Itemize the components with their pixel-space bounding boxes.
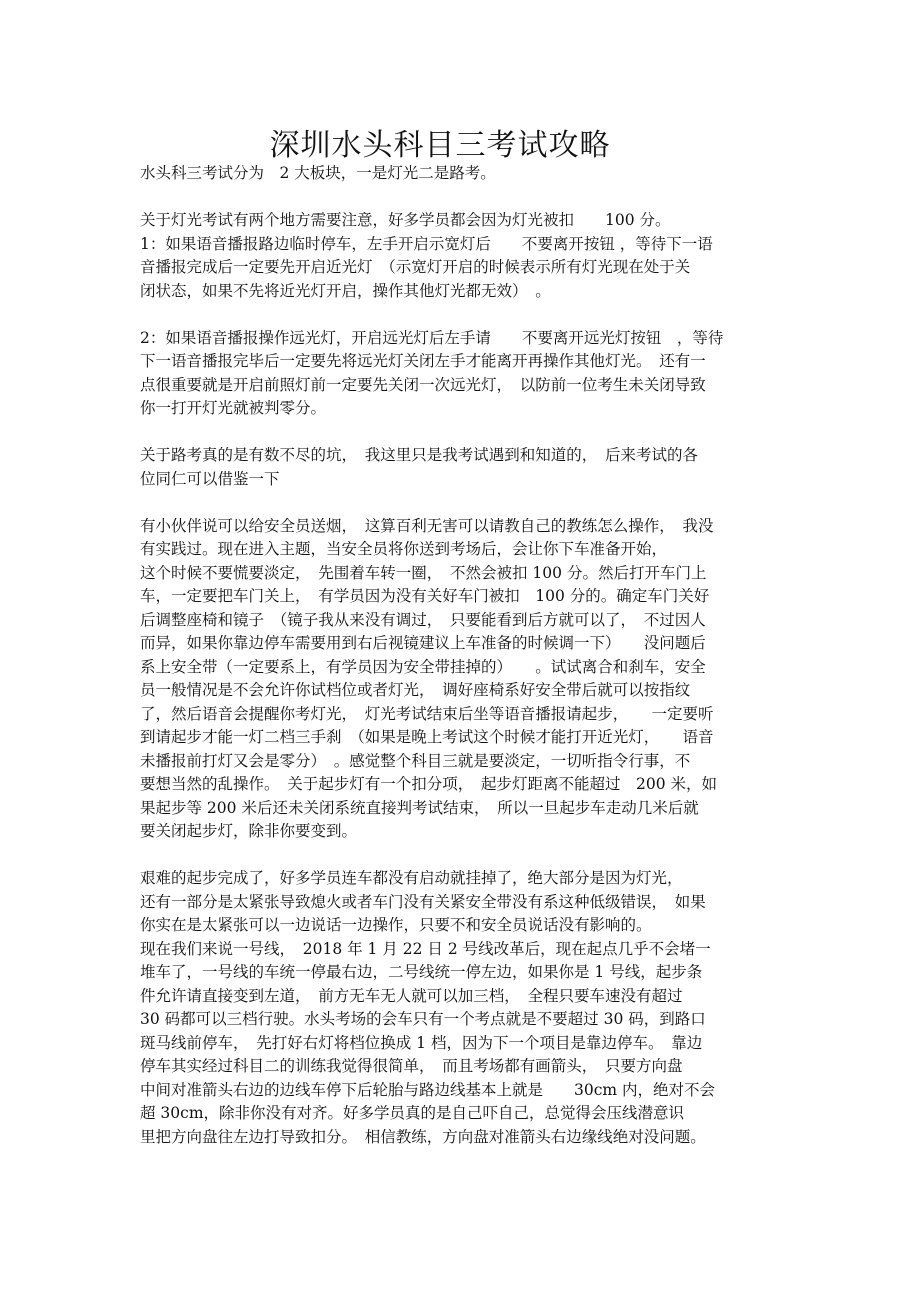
text-line: 点很重要就是开启前照灯前一定要先关闭一次远光灯， 以防前一位考生未关闭导致 <box>140 375 706 394</box>
text-line: 1：如果语音播报路边临时停车，左手开启示宽灯后 不要离开按钮 ，等待下一语 <box>140 234 713 253</box>
text-line: 要想当然的乱操作。 关于起步灯有一个扣分项， 起步灯距离不能超过 200 米，如 <box>140 775 718 793</box>
text-line: 现在我们来说一号线， 2018 年 1 月 22 日 2 号线改革后，现在起点几乎不会堵一 <box>140 939 711 958</box>
text-line: 有实践过。现在进入主题，当安全员将你送到考场后，会让你下车准备开始， <box>140 540 668 558</box>
text-line: 后调整座椅和镜子 （镜子我从来没有调过， 只要能看到后方就可以了， 不过因人 <box>140 610 706 629</box>
text-line: 你一打开灯光就被判零分。 <box>140 399 327 417</box>
paragraph-6 <box>140 867 790 1149</box>
text-line: 要关闭起步灯，除非你要变到。 <box>140 822 358 840</box>
text-line: 件允许请直接变到左道， 前方无车无人就可以加三档， 全程只要车速没有超过 <box>140 986 683 1005</box>
paragraph-5 <box>140 515 790 844</box>
text-line: 中间对准箭头右边的边线车停下后轮胎与路边线基本上就是 30cm 内，绝对不会 <box>140 1080 716 1099</box>
text-line: 了，然后语音会提醒你考灯光， 灯光考试结束后坐等语音播报请起步， 一定要听 <box>140 704 714 723</box>
text-line: 音播报完成后一定要先开启近光灯 （示宽灯开启的时候表示所有灯光现在处于关 <box>140 258 691 276</box>
text-line: 员一般情况是不会允许你试档位或者灯光， 调好座椅系好安全带后就可以按指纹 <box>140 681 691 699</box>
text-line: 你实在是太紧张可以一边说话一边操作，只要不和安全员说话没有影响的。 <box>140 916 652 934</box>
text-line: 果起步等 200 米后还未关闭系统直接判考试结束， 所以一旦起步车走动几米后就 <box>140 798 699 817</box>
text-line: 有小伙伴说可以给安全员送烟， 这算百利无害可以请教自己的教练怎么操作， 我没 <box>140 516 714 535</box>
paragraph-4 <box>140 444 790 491</box>
document-title: 深圳水头科目三考试攻略 <box>269 128 611 163</box>
text-line: 堆车了，一号线的车统一停最右边，二号线统一停左边，如果你是 1 号线，起步条 <box>140 963 703 981</box>
text-line: 艰难的起步完成了，好多学员连车都没有启动就挂掉了，绝大部分是因为灯光， <box>140 869 683 887</box>
text-line: 位同仁可以借鉴一下 <box>140 469 280 488</box>
text-line: 关于灯光考试有两个地方需要注意，好多学员都会因为灯光被扣 100 分。 <box>140 211 671 229</box>
text-line: 超 30cm，除非你没有对齐。好多学员真的是自己吓自己，总觉得会压线潜意识 <box>140 1104 685 1122</box>
text-line: 闭状态，如果不先将近光灯开启，操作其他灯光都无效） 。 <box>140 281 551 300</box>
text-line: 系上安全带（一定要系上，有学员因为安全带挂掉的） 。试试离合和刹车，安全 <box>140 657 706 676</box>
text-line: 停车其实经过科目二的训练我觉得很简单， 而且考场都有画箭头， 只要方向盘 <box>140 1057 683 1075</box>
paragraph-1 <box>140 162 790 186</box>
paragraph-gap <box>140 491 790 515</box>
text-line: 30 码都可以三档行驶。水头考场的会车只有一个考点就是不要超过 30 码，到路口 <box>140 1010 706 1028</box>
text-line: 里把方向盘往左边打导致扣分。 相信教练，方向盘对准箭头右边缘线绝对没问题。 <box>140 1127 706 1146</box>
text-line: 斑马线前停车， 先打好右灯将档位换成 1 档，因为下一个项目是靠边停车。 靠边 <box>140 1033 703 1052</box>
paragraph-gap <box>140 303 790 327</box>
text-line: 水头科三考试分为 2 大板块，一是灯光二是路考。 <box>140 164 496 182</box>
text-line: 下一语音播报完毕后一定要先将远光灯关闭左手才能离开再操作其他灯光。 还有一 <box>140 352 706 370</box>
paragraph-2 <box>140 209 790 303</box>
text-line: 到请起步才能一灯二档三手刹 （如果是晚上考试这个时候才能打开近光灯， 语音 <box>140 728 714 746</box>
paragraph-gap <box>140 844 790 868</box>
paragraph-gap <box>140 421 790 445</box>
text-line: 还有一部分是太紧张导致熄火或者车门没有关紧安全带没有系这种低级错误， 如果 <box>140 892 706 911</box>
text-line: 2：如果语音播报操作远光灯，开启远光灯后左手请 不要离开远光灯按钮 ，等待 <box>140 328 724 347</box>
paragraph-gap <box>140 186 790 210</box>
text-line: 关于路考真的是有数不尽的坑， 我这里只是我考试遇到和知道的， 后来考试的各 <box>140 446 699 464</box>
paragraph-3 <box>140 327 790 421</box>
document-body <box>140 162 790 1149</box>
text-line: 这个时候不要慌要淡定， 先围着车转一圈， 不然会被扣 100 分。然后打开车门上 <box>140 563 707 582</box>
text-line: 而异，如果你靠边停车需要用到右后视镜建议上车准备的时候调一下） 没问题后 <box>140 634 706 652</box>
text-line: 未播报前打灯又会是零分） 。感觉整个科目三就是要淡定，一切听指令行事，不 <box>140 751 691 770</box>
text-line: 车，一定要把车门关上， 有学员因为没有关好车门被扣 100 分的。确定车门关好 <box>140 587 710 605</box>
